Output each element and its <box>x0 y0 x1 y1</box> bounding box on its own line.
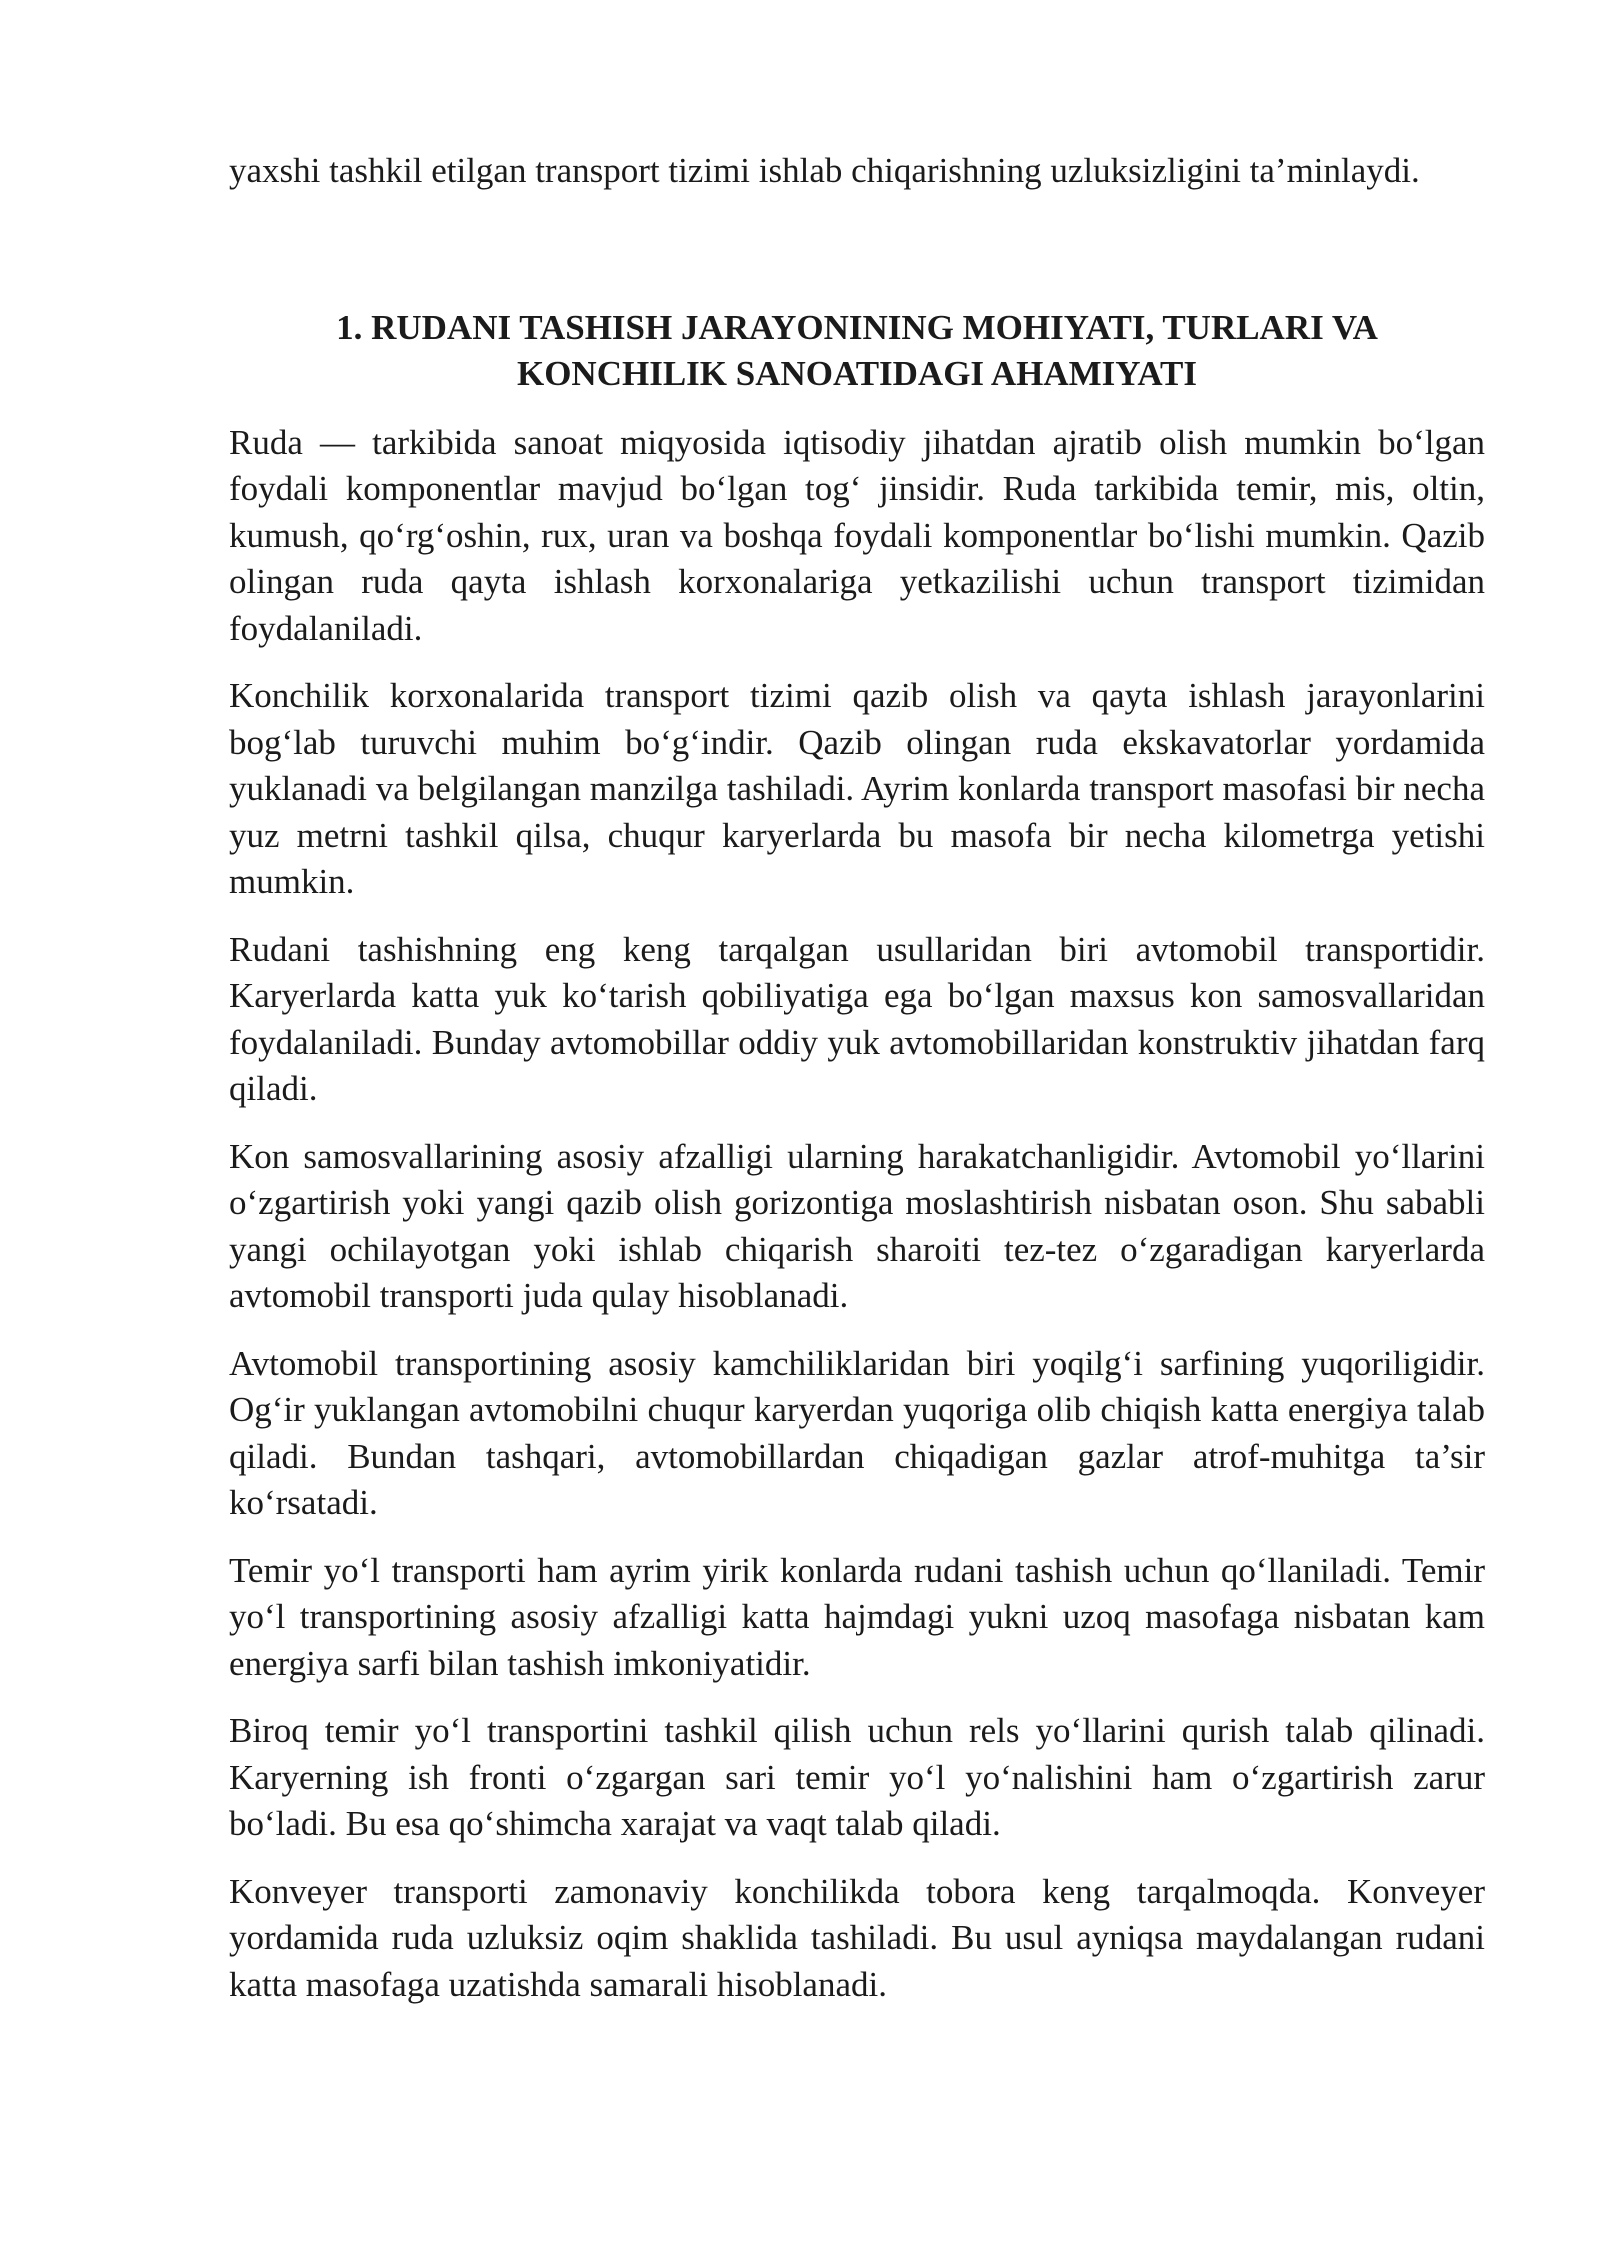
section-heading: 1. RUDANI TASHISH JARAYONINING MOHIYATI, TURLARI VA KONCHILIK SANOATIDAGI AHAMIYATI <box>336 307 1378 393</box>
paragraph-ruda-definition: Ruda — tarkibida sanoat miqyosida iqtisodiy jihatdan ajratib olish mumkin bo‘lgan foydali komponentlar mavjud bo‘lgan tog‘ jinsidir. Ruda tarkibida temir, mis, oltin, kumush, qo‘rg‘oshin, rux, uran va boshqa foydali komponentlar bo‘lishi mumkin. Qazib olingan ruda qayta ishlash korxonalariga yetkazilishi uchun transport tizimidan foydalaniladi. <box>229 422 1485 648</box>
intro-paragraph: yaxshi tashkil etilgan transport tizimi ishlab chiqarishning uzluksizligini ta’minlaydi. <box>229 151 1420 190</box>
paragraph-auto-transport: Rudani tashishning eng keng tarqalgan usullaridan biri avtomobil transportidir. Karyerlarda katta yuk ko‘tarish qobiliyatiga ega bo‘lgan maxsus kon samosvallaridan foydalaniladi. Bunday avtomobillar oddiy yuk avtomobillaridan konstruktiv jihatdan farq qiladi. <box>229 929 1485 1108</box>
paragraph-auto-disadvantages: Avtomobil transportining asosiy kamchiliklaridan biri yoqilg‘i sarfining yuqoriligidir. Og‘ir yuklangan avtomobilni chuqur karyerdan yuqoriga olib chiqish katta energiya talab qiladi. Bundan tashqari, avtomobillardan chiqadigan gazlar atrof-muhitga ta’sir ko‘rsatadi. <box>229 1343 1485 1522</box>
paragraph-railway-drawbacks: Biroq temir yo‘l transportini tashkil qilish uchun rels yo‘llarini qurish talab qilinadi. Karyerning ish fronti o‘zgargan sari temir yo‘l yo‘nalishini ham o‘zgartirish zarur bo‘ladi. Bu esa qo‘shimcha xarajat va vaqt talab qiladi. <box>229 1711 1485 1843</box>
document-page <box>229 148 1485 2029</box>
paragraph-transport-system: Konchilik korxonalarida transport tizimi qazib olish va qayta ishlash jarayonlarini bog‘lab turuvchi muhim bo‘g‘indir. Qazib olingan ruda ekskavatorlar yordamida yuklanadi va belgilangan manzilga tashiladi. Ayrim konlarda transport masofasi bir necha yuz metrni tashkil qilsa, chuqur karyerlarda bu masofa bir necha kilometrga yetishi mumkin. <box>229 676 1485 901</box>
paragraph-railway-transport: Temir yo‘l transporti ham ayrim yirik konlarda rudani tashish uchun qo‘llaniladi. Temir yo‘l transportining asosiy afzalligi katta hajmdagi yukni uzoq masofaga nisbatan kam energiya sarfi bilan tashish imkoniyatidir. <box>229 1550 1485 1683</box>
paragraph-dump-truck-advantages: Kon samosvallarining asosiy afzalligi ularning harakatchanligidir. Avtomobil yo‘llarini o‘zgartirish yoki yangi qazib olish gorizontiga moslashtirish nisbatan oson. Shu sababli yangi ochilayotgan yoki ishlab chiqarish sharoiti tez-tez o‘zgaradigan karyerlarda avtomobil transporti juda qulay hisoblanadi. <box>229 1136 1485 1315</box>
paragraph-conveyor-transport: Konveyer transporti zamonaviy konchilikda tobora keng tarqalmoqda. Konveyer yordamida ruda uzluksiz oqim shaklida tashiladi. Bu usul ayniqsa maydalangan rudani katta masofaga uzatishda samarali hisoblanadi. <box>229 1871 1485 2004</box>
